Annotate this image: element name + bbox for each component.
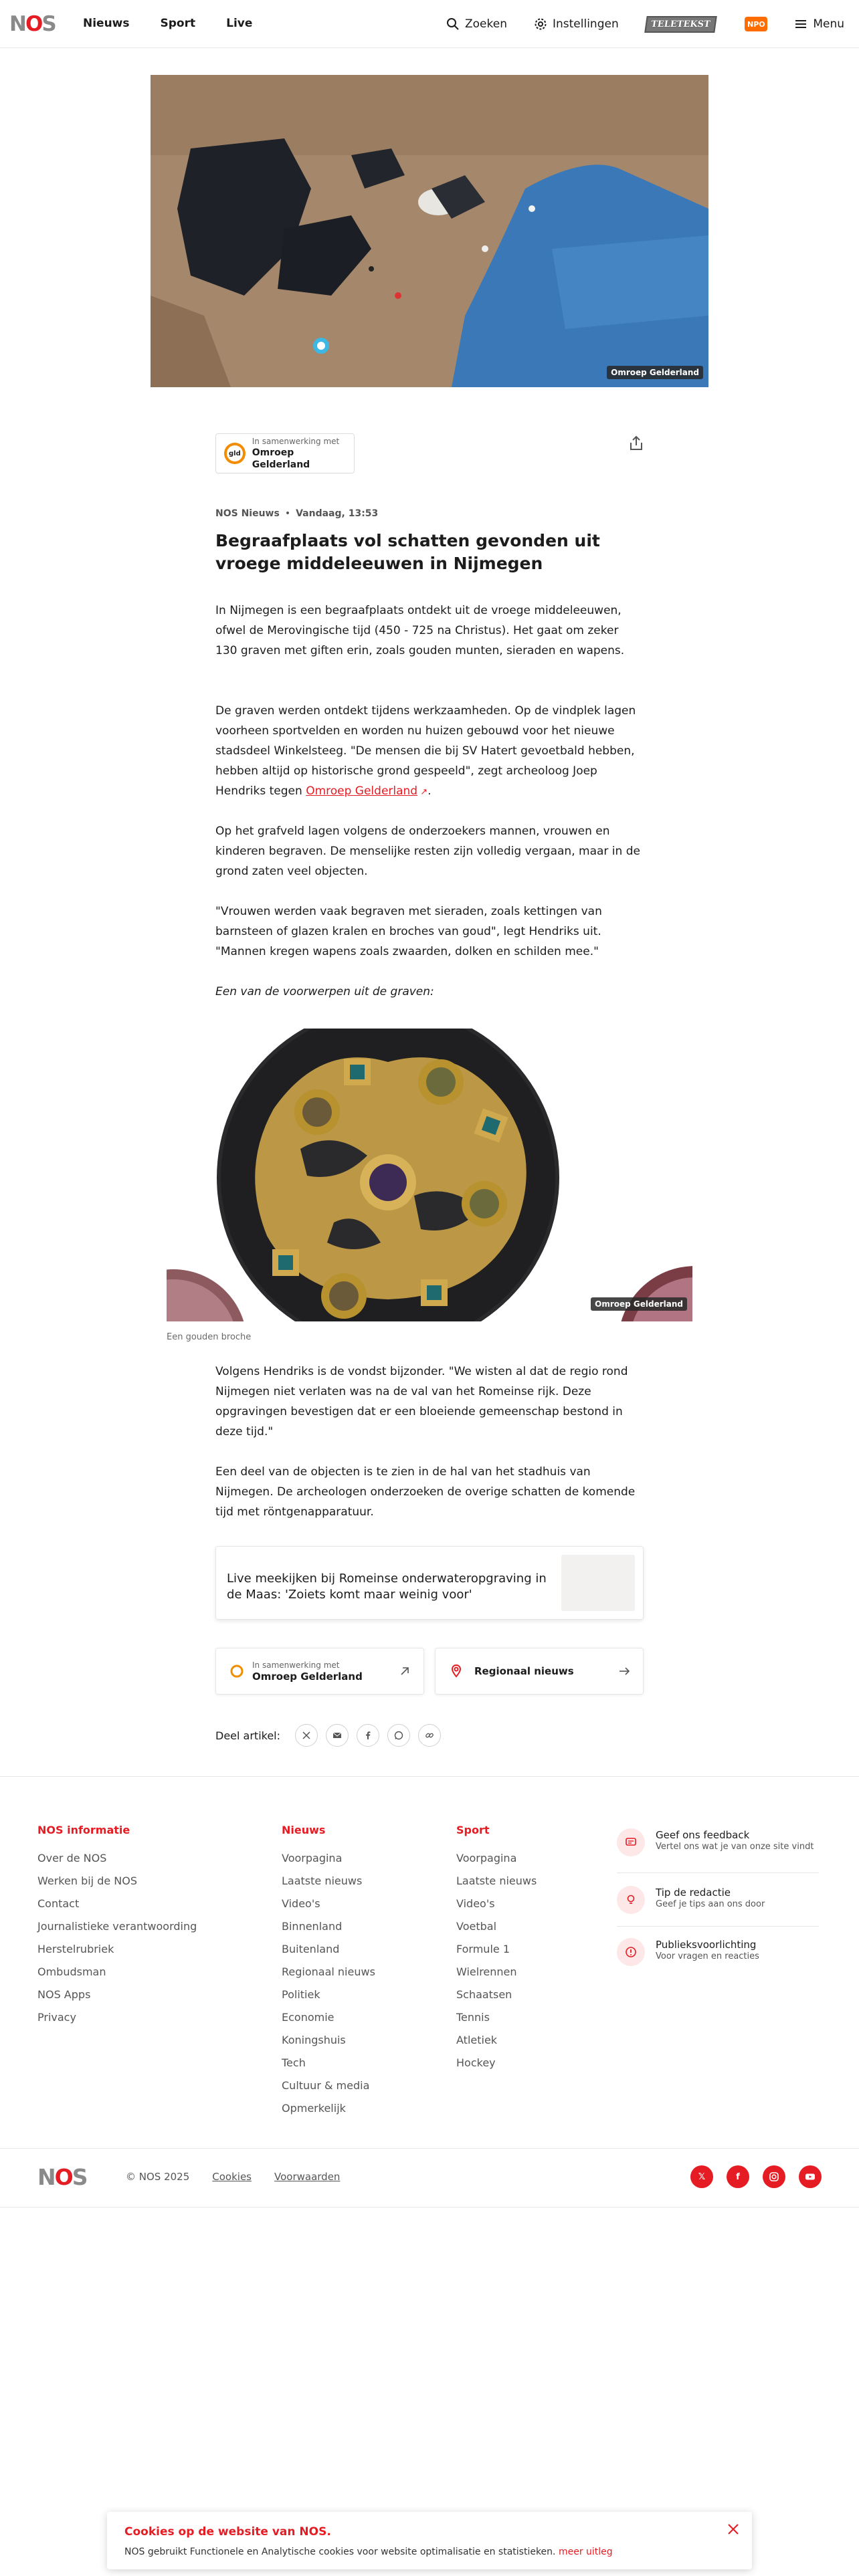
footer-col-title: Nieuws: [282, 1824, 326, 1836]
footer-link[interactable]: Regionaal nieuws: [282, 1965, 375, 1978]
footer-link[interactable]: Opmerkelijk: [282, 2102, 346, 2115]
cookies-link[interactable]: Cookies: [212, 2171, 252, 2183]
footer-legal: [126, 2171, 340, 2183]
nav-live[interactable]: Live: [226, 17, 253, 30]
tip-title: Tip de redactie: [656, 1887, 731, 1899]
cooperation-text: [252, 436, 354, 471]
regionaal-nieuws-card[interactable]: [435, 1648, 644, 1695]
footer-link[interactable]: Economie: [282, 2011, 335, 2024]
footer-col-sport: [456, 1823, 537, 2074]
facebook-icon: [363, 1731, 373, 1740]
footer-link[interactable]: Cultuur & media: [282, 2079, 370, 2092]
share-label: Deel artikel:: [215, 1729, 281, 1742]
x-icon: [302, 1731, 311, 1740]
tip-redactie-link[interactable]: [617, 1886, 819, 1914]
footer-link[interactable]: Wielrennen: [456, 1965, 517, 1978]
x-social-icon[interactable]: 𝕏: [690, 2165, 713, 2188]
related-article-title: Live meekijken bij Romeinse onderwateropgraving in de Maas: 'Zoiets komt maar weinig voor': [227, 1572, 547, 1602]
share-whatsapp-button[interactable]: [387, 1724, 410, 1747]
paragraph-3: Op het grafveld lagen volgens de onderzoekers mannen, vrouwen en kinderen begraven. De menselijke resten zijn volledig vergaan, maar in de grond zaten veel objecten.: [215, 825, 640, 878]
omroep-gelderland-card[interactable]: [215, 1648, 424, 1695]
regionaal-nieuws-label: Regionaal nieuws: [474, 1665, 574, 1677]
facebook-social-icon[interactable]: f: [727, 2165, 749, 2188]
brooch-image: [167, 1029, 692, 1321]
footer-link[interactable]: Over de NOS: [37, 1852, 107, 1864]
gear-icon: [534, 17, 547, 31]
footer-link[interactable]: NOS Apps: [37, 1988, 91, 2001]
footer-link[interactable]: Video's: [456, 1897, 495, 1910]
header-actions: [446, 13, 844, 35]
copyright: © NOS 2025: [126, 2171, 190, 2183]
teletekst-link[interactable]: TELETEKST: [644, 16, 717, 33]
article-source: NOS Nieuws: [215, 508, 280, 519]
external-link-icon: ↗: [417, 787, 428, 797]
footer-link[interactable]: Herstelrubriek: [37, 1943, 114, 1955]
card1-small: In samenwerking met: [252, 1660, 340, 1670]
article-meta: NOS Nieuws • Vandaag, 13:53: [215, 508, 379, 519]
cookie-text: [124, 2547, 613, 2557]
settings-button[interactable]: [534, 17, 619, 31]
publieksvoorlichting-link[interactable]: [617, 1938, 819, 1966]
article-title: Begraafplaats vol schatten gevonden uit vroege middeleeuwen in Nijmegen: [215, 531, 600, 573]
footer-link[interactable]: Buitenland: [282, 1943, 340, 1955]
footer-divider: [0, 1776, 859, 1777]
hero-image: [151, 75, 708, 387]
article-time: Vandaag, 13:53: [296, 508, 379, 519]
footer-bottom-divider: [0, 2148, 859, 2149]
location-pin-icon: [449, 1664, 464, 1679]
lightbulb-icon: [617, 1886, 645, 1914]
settings-label: Instellingen: [552, 17, 619, 31]
card1-text: [252, 1660, 363, 1683]
footer-link[interactable]: Koningshuis: [282, 2034, 346, 2046]
footer-end-divider: [0, 2207, 859, 2208]
footer-link[interactable]: Tennis: [456, 2011, 490, 2024]
footer-col-nieuws: [282, 1823, 375, 2120]
footer-link[interactable]: Werken bij de NOS: [37, 1874, 138, 1887]
external-arrow-icon: [398, 1665, 411, 1678]
footer-link[interactable]: Atletiek: [456, 2034, 498, 2046]
paragraph-5: [215, 982, 644, 1002]
footer-link[interactable]: Privacy: [37, 2011, 76, 2024]
image-caption: Een gouden broche: [167, 1332, 252, 1342]
youtube-social-icon[interactable]: [799, 2165, 822, 2188]
tip-text: [656, 1886, 765, 1914]
footer-link[interactable]: Voorpagina: [282, 1852, 343, 1864]
voorlichting-text: [656, 1938, 759, 1966]
omroep-gelderland-logo: gld: [224, 443, 246, 464]
search-button[interactable]: [446, 17, 507, 31]
footer-link[interactable]: Contact: [37, 1897, 80, 1910]
footer-link[interactable]: Hockey: [456, 2056, 496, 2069]
main-nav: [83, 16, 252, 31]
nav-sport[interactable]: Sport: [160, 17, 196, 30]
voorlichting-title: Publieksvoorlichting: [656, 1939, 757, 1951]
footer-col-title: NOS informatie: [37, 1824, 130, 1836]
paragraph-2: [215, 701, 644, 802]
cooperation-badge[interactable]: [215, 433, 355, 473]
voorlichting-sub: Voor vragen en reacties: [656, 1951, 759, 1961]
feedback-link[interactable]: [617, 1828, 819, 1856]
related-article-thumbnail: [561, 1555, 635, 1611]
nos-logo[interactable]: NOS: [9, 12, 56, 36]
share-x-button[interactable]: [295, 1724, 318, 1747]
tip-sub: Geef je tips aan ons door: [656, 1899, 765, 1909]
search-icon: [446, 17, 460, 31]
footer-link[interactable]: Ombudsman: [37, 1965, 106, 1978]
cooperation-small: In samenwerking met: [252, 437, 340, 446]
social-links: [690, 2165, 822, 2188]
footer-item-divider: [617, 1926, 819, 1927]
footer-nos-logo[interactable]: NOS: [37, 2164, 87, 2190]
paragraph-4: "Vrouwen werden vaak begraven met sieraden, zoals kettingen van barnsteen of glazen kralen en broches van goud", legt Hendriks uit. "Mannen kregen wapens zoals zwaarden, dolken en schilden mee.": [215, 905, 602, 958]
arrow-right-icon: [617, 1665, 631, 1678]
feedback-icon: [617, 1828, 645, 1856]
footer-link[interactable]: Tech: [282, 2056, 306, 2069]
paragraph-1: In Nijmegen is een begraafplaats ontdekt uit de vroege middeleeuwen, ofwel de Merovingische tijd (450 - 725 na Christus). Het gaat om zeker 130 graven met giften erin, zoals gouden munten, sieraden en wapens.: [215, 604, 625, 657]
feedback-sub: Vertel ons wat je van onze site vindt: [656, 1842, 814, 1852]
share-row: [215, 1724, 441, 1747]
footer-col-nos-informatie: [37, 1823, 197, 2029]
footer-link[interactable]: Formule 1: [456, 1943, 510, 1955]
footer-link[interactable]: Voetbal: [456, 1920, 497, 1933]
info-icon: [617, 1938, 645, 1966]
footer-link[interactable]: Schaatsen: [456, 1988, 512, 2001]
npo-logo[interactable]: NPO: [745, 17, 767, 31]
hero-credit: Omroep Gelderland: [607, 366, 703, 379]
search-label: Zoeken: [465, 17, 507, 31]
footer-link[interactable]: Laatste nieuws: [456, 1874, 537, 1887]
cooperation-partner: Omroep Gelderland: [252, 447, 310, 470]
paragraph-7: Een deel van de objecten is te zien in de hal van het stadhuis van Nijmegen. De archeologen onderzoeken de overige schatten de komende tijd met röntgenapparatuur.: [215, 1465, 636, 1519]
cookie-banner: [107, 2512, 752, 2569]
paragraph-2-text: De graven werden ontdekt tijdens werkzaamheden. Op de vindplek lagen voorheen sportvelden en worden nu huizen gebouwd voor het nieuwe stadsdeel Winkelsteeg. "De mensen die bij SV Hatert gevoetbald hebben, hebben altijd op historische grond gespeeld", zegt archeoloog Joep Hendriks tegen: [215, 704, 636, 798]
instagram-social-icon[interactable]: [763, 2165, 785, 2188]
related-article-card[interactable]: [215, 1546, 644, 1620]
brooch-credit: Omroep Gelderland: [591, 1297, 687, 1311]
omroep-gelderland-icon: [229, 1664, 244, 1679]
feedback-text: [656, 1828, 814, 1856]
share-facebook-button[interactable]: [357, 1724, 379, 1747]
site-header: [0, 0, 859, 48]
omroep-gelderland-link[interactable]: Omroep Gelderland: [306, 784, 418, 798]
footer-link[interactable]: Binnenland: [282, 1920, 343, 1933]
excavation-photo: [151, 75, 708, 387]
share-email-button[interactable]: [326, 1724, 349, 1747]
cookie-more-link[interactable]: meer uitleg: [558, 2547, 613, 2557]
hamburger-icon: [794, 17, 807, 31]
whatsapp-icon: [394, 1731, 403, 1740]
feedback-title: Geef ons feedback: [656, 1829, 750, 1841]
menu-label: Menu: [813, 17, 844, 31]
footer-link[interactable]: Journalistieke verantwoording: [37, 1920, 197, 1933]
footer-col-title: Sport: [456, 1824, 490, 1836]
mail-icon: [332, 1731, 342, 1740]
share-icon[interactable]: [628, 435, 645, 452]
voorwaarden-link[interactable]: Voorwaarden: [274, 2171, 341, 2183]
share-link-button[interactable]: [418, 1724, 441, 1747]
paragraph-6: Volgens Hendriks is de vondst bijzonder. "We wisten al dat de regio rond Nijmegen niet verlaten was na de val van het Romeinse rijk. Deze opgravingen bevestigen dat er een bloeiende gemeenschap bestond in deze tijd.": [215, 1365, 628, 1438]
brooch-photo: [167, 1029, 692, 1321]
menu-button[interactable]: [794, 17, 844, 31]
nav-nieuws[interactable]: Nieuws: [83, 17, 130, 30]
footer-item-divider: [617, 1872, 819, 1873]
footer-link[interactable]: Politiek: [282, 1988, 320, 2001]
image-intro: Een van de voorwerpen uit de graven:: [215, 985, 434, 998]
footer-link[interactable]: Laatste nieuws: [282, 1874, 363, 1887]
cookie-body: NOS gebruikt Functionele en Analytische cookies voor website optimalisatie en statistieken.: [124, 2547, 556, 2557]
footer-link[interactable]: Voorpagina: [456, 1852, 517, 1864]
close-icon[interactable]: [725, 2521, 741, 2537]
paragraph-2-end: .: [427, 784, 432, 798]
link-icon: [425, 1731, 434, 1740]
footer-link[interactable]: Video's: [282, 1897, 320, 1910]
card1-partner: Omroep Gelderland: [252, 1671, 363, 1683]
cookie-title: Cookies op de website van NOS.: [124, 2525, 331, 2539]
